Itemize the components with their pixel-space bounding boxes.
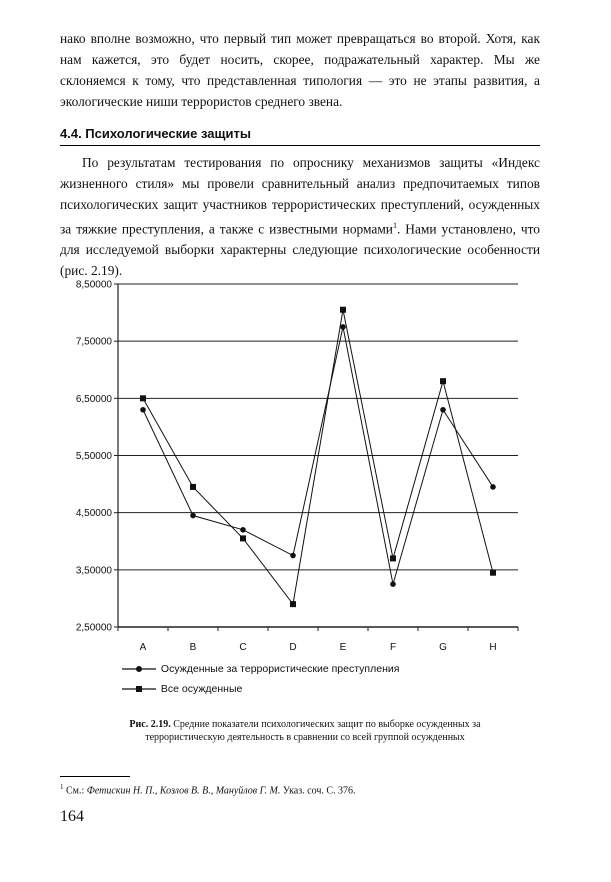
legend-circle-marker-icon <box>120 664 158 674</box>
footnote-ref: 1 <box>392 221 397 230</box>
x-tick-label: C <box>239 642 247 653</box>
y-tick-label: 7,50000 <box>75 336 112 348</box>
heading-rule <box>60 145 540 146</box>
data-point-square <box>190 484 196 490</box>
data-point-square <box>290 601 296 607</box>
legend-item-1 <box>120 663 399 675</box>
data-point-circle <box>440 407 446 413</box>
paragraph-main-text-b: . Нами установлено, что для исследуемой выборки характерны следующие психологические особенности (рис. 2.19). <box>60 221 540 279</box>
data-point-circle <box>140 407 146 413</box>
legend-label-2: Все осужденные <box>160 683 243 695</box>
x-tick-label: F <box>389 642 397 653</box>
y-tick-label: 6,50000 <box>75 393 112 405</box>
x-tick-label: A <box>139 642 147 653</box>
x-tick-label: E <box>339 642 347 653</box>
legend-label-1: Осужденные за террористические преступления <box>160 663 400 675</box>
paragraph-main-text-a: По результатам тестирования по опроснику механизмов защиты «Индекс жизненного стиля» мы провели сравнительный анализ предпочитаемых типов психологических защит участников террористических преступлений, осужденных за тяжкие преступления, а также с известными нормами <box>60 155 540 237</box>
footnote-prefix: См.: <box>66 785 85 797</box>
data-point-circle <box>190 513 196 519</box>
data-point-circle <box>240 527 246 533</box>
y-tick-label: 8,50000 <box>75 279 112 291</box>
paragraph-top <box>60 28 540 112</box>
footnote-source: Указ. соч. С. 376. <box>282 785 356 797</box>
y-tick-label: 5,50000 <box>75 451 112 462</box>
data-point-square <box>390 555 396 561</box>
data-point-square <box>490 570 496 576</box>
figure-caption <box>95 718 515 744</box>
y-tick-label: 4,50000 <box>75 508 112 520</box>
x-tick-label: D <box>289 642 297 653</box>
page-number: 164 <box>60 808 84 825</box>
x-tick-label: G <box>439 642 447 653</box>
footnote-number: 1 <box>60 783 64 791</box>
section-heading: 4.4. Психологические защиты <box>60 126 251 141</box>
legend-item-2 <box>120 683 242 695</box>
data-point-square <box>340 307 346 313</box>
paragraph-main <box>60 152 540 281</box>
data-point-square <box>140 395 146 401</box>
line-chart <box>0 270 611 660</box>
legend-square-marker-icon <box>120 684 158 694</box>
paragraph-top-text: нако вполне возможно, что первый тип может превращаться во второй. Хотя, как нам кажется, это будет носить, скорее, подражательный характер. Мы же склоняемся к тому, что представленная типология — это не этапы развития, а экологические ниши террористов среднего звена. <box>60 31 540 109</box>
y-tick-label: 2,50000 <box>75 622 112 634</box>
figure-caption-text: Средние показатели психологических защит по выборке осужденных за террористическую деятельность в сравнении со всей группой осужденных <box>145 719 481 743</box>
data-point-square <box>440 378 446 384</box>
data-point-circle <box>390 581 396 587</box>
data-point-circle <box>340 324 346 330</box>
figure-caption-label: Рис. 2.19. <box>129 719 171 730</box>
footnote-authors: Фетискин Н. П., Козлов В. В., Мануйлов Г. М. <box>86 785 281 797</box>
x-tick-label: H <box>489 642 497 653</box>
footnote <box>60 783 540 796</box>
y-tick-label: 3,50000 <box>75 565 112 577</box>
footnote-rule <box>60 776 130 777</box>
data-point-circle <box>290 553 296 559</box>
data-point-circle <box>490 484 496 490</box>
data-point-square <box>240 535 246 541</box>
x-tick-label: B <box>189 642 197 653</box>
series-line-2 <box>143 310 493 604</box>
